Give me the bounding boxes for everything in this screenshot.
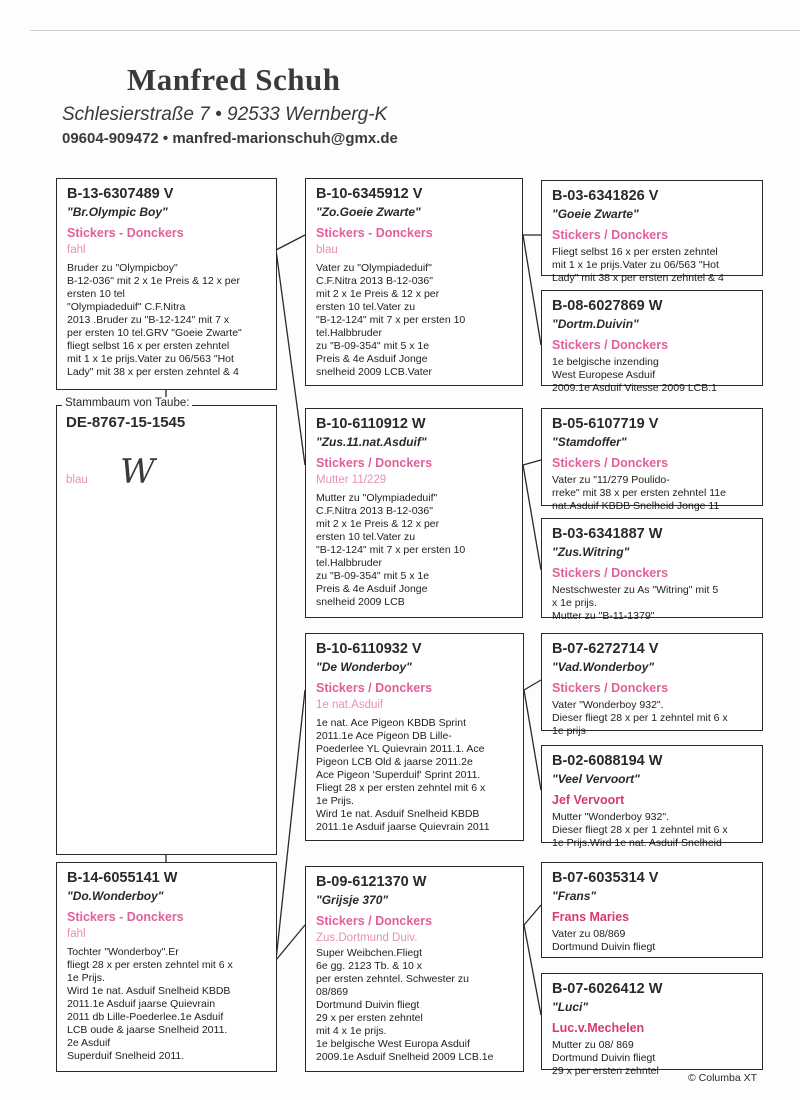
great-grandparent-card-mmf[interactable] — [541, 862, 763, 958]
ring-number: B-02-6088194 W — [552, 753, 663, 769]
color: blau — [316, 244, 338, 256]
ring-number: B-07-6035314 V — [552, 870, 659, 886]
breeder: Stickers - Donckers — [67, 226, 184, 240]
description: Vater "Wonderboy 932". Dieser fliegt 28 x per 1 zehntel mit 6 x 1e prijs — [552, 699, 728, 737]
pigeon-name: "Dortm.Duivin" — [552, 317, 639, 331]
description: Bruder zu "Olympicboy" B-12-036" mit 2 x 1e Preis & 12 x per ersten 10 tel "Olympiadeduif" C.F.Nitra 2013 .Bruder zu "B-12-124" mit 7 x per ersten 10 tel.GRV "Goeie Zwarte" fliegt selbst 16 x per ersten zehntel mit 1 x 1e prijs.Vater zu 06/563 "Hot Lady" mit 38 x per ersten zehntel & 4 — [67, 262, 242, 378]
description: Tochter "Wonderboy".Er fliegt 28 x per ersten zehntel mit 6 x 1e Prijs. Wird 1e nat. Asduif Snelheid KBDB 2011.1e Asduif jaarse Quievrain 2011 db Lille-Poederlee.1e Asduif LCB oude & jaarse Snelheid 2011. 2e Asduif Superduif Snelheid 2011. — [67, 946, 233, 1062]
breeder: Stickers / Donckers — [552, 566, 669, 580]
description: 1e belgische inzending West Europese Asduif 2009.1e Asduif Vitesse 2009 LCB.1 — [552, 356, 718, 394]
great-grandparent-card-fmf[interactable] — [541, 408, 763, 512]
ring-number: B-05-6107719 V — [552, 416, 659, 432]
owner-contact: 09604-909472 • manfred-marionschuh@gmx.de — [62, 130, 398, 147]
breeder: Jef Vervoort — [552, 793, 625, 807]
ring-number: B-08-6027869 W — [552, 298, 663, 314]
ring-number: B-14-6055141 W — [67, 870, 178, 886]
breeder: Stickers - Donckers — [67, 910, 184, 924]
subject-ring-number: DE-8767-15-1545 — [66, 414, 186, 431]
description: Nestschwester zu As "Witring" mit 5 x 1e prijs. Mutter zu "B-11-1379" — [552, 584, 719, 622]
description: Vater zu 08/869 Dortmund Duivin fliegt — [552, 928, 656, 953]
pigeon-name: "Luci" — [552, 1000, 589, 1014]
breeder: Stickers / Donckers — [552, 228, 669, 242]
ring-number: B-10-6110912 W — [316, 416, 426, 432]
great-grandparent-card-mfm[interactable] — [541, 745, 763, 849]
ring-number: B-09-6121370 W — [316, 874, 427, 890]
pigeon-name: "Zus.Witring" — [552, 545, 630, 559]
great-grandparent-card-ffm[interactable] — [541, 290, 763, 394]
paternal-grandfather-card[interactable] — [305, 178, 523, 386]
breeder: Stickers / Donckers — [316, 681, 433, 695]
software-credit: © Columba XT — [688, 1072, 758, 1084]
handwritten-sex-mark: W — [120, 452, 155, 492]
pigeon-name: "Grijsje 370" — [316, 893, 389, 907]
pigeon-name: "Frans" — [552, 889, 597, 903]
owner-name: Manfred Schuh — [127, 62, 341, 97]
color: fahl — [67, 928, 86, 940]
pigeon-name: "Vad.Wonderboy" — [552, 660, 655, 674]
color: Mutter 11/229 — [316, 474, 387, 486]
great-grandparent-card-fmm[interactable] — [541, 518, 763, 622]
description: Mutter zu "Olympiadeduif" C.F.Nitra 2013 B-12-036" mit 2 x 1e Preis & 12 x per ersten 10 tel.Vater zu "B-12-124" mit 7 x per ersten 10 tel.Halbbruder zu "B-09-354" mit 5 x 1e Preis & 4e Asduif Jonge snelheid 2009 LCB — [316, 492, 466, 608]
maternal-grandmother-card[interactable] — [305, 866, 524, 1072]
color: Zus.Dortmund Duiv. — [316, 932, 418, 944]
breeder: Stickers / Donckers — [552, 338, 669, 352]
great-grandparent-card-mff[interactable] — [541, 633, 763, 737]
ring-number: B-03-6341826 V — [552, 188, 659, 204]
breeder: Frans Maries — [552, 910, 630, 924]
description: Mutter "Wonderboy 932". Dieser fliegt 28 x per 1 zehntel mit 6 x 1e Prijs.Wird 1e nat. Asduif Snelheid — [552, 811, 728, 849]
pigeon-name: "Br.Olympic Boy" — [67, 205, 168, 219]
description: Vater zu "11/279 Poulido- rreke" mit 38 x per ersten zehntel 11e nat.Asduif KBDB Snelheid Jonge 11 — [552, 474, 726, 512]
breeder: Luc.v.Mechelen — [552, 1021, 645, 1035]
ring-number: B-13-6307489 V — [67, 186, 174, 202]
subject-color: blau — [66, 474, 88, 486]
color: 1e nat.Asduif — [316, 699, 384, 711]
mother-card[interactable] — [56, 862, 277, 1072]
description: Vater zu "Olympiadeduif" C.F.Nitra 2013 B-12-036" mit 2 x 1e Preis & 12 x per ersten 10 tel.Vater zu "B-12-124" mit 7 x per ersten 10 tel.Halbbruder zu "B-09-354" mit 5 x 1e Preis & 4e Asduif Jonge snelheid 2009 LCB.Vater — [316, 262, 466, 378]
father-card[interactable] — [56, 178, 277, 390]
breeder: Stickers - Donckers — [316, 226, 433, 240]
breeder: Stickers / Donckers — [552, 456, 669, 470]
breeder: Stickers / Donckers — [316, 456, 433, 470]
description: Fliegt selbst 16 x per ersten zehntel mit 1 x 1e prijs.Vater zu 06/563 "Hot Lady" mit 38 x per ersten zehntel & 4 — [552, 246, 724, 284]
breeder: Stickers / Donckers — [316, 914, 433, 928]
color: fahl — [67, 244, 86, 256]
ring-number: B-10-6110932 V — [316, 641, 422, 657]
pigeon-name: "De Wonderboy" — [316, 660, 412, 674]
ring-number: B-03-6341887 W — [552, 526, 663, 542]
description: Super Weibchen.Fliegt 6e gg. 2123 Tb. & 10 x per ersten zehntel. Schwester zu 08/869 Dortmund Duivin fliegt 29 x per ersten zehntel mit 4 x 1e prijs. 1e belgische West Europa Asduif 2009.1e Asduif Snelheid 2009 LCB.1e — [316, 947, 494, 1063]
ring-number: B-10-6345912 V — [316, 186, 423, 202]
description: Mutter zu 08/ 869 Dortmund Duivin fliegt 29 x per ersten zehntel — [552, 1039, 659, 1077]
owner-address: Schlesierstraße 7 • 92533 Wernberg-K — [62, 104, 388, 125]
great-grandparent-card-fff[interactable] — [541, 180, 763, 284]
pigeon-name: "Zus.11.nat.Asduif" — [316, 435, 427, 449]
ring-number: B-07-6272714 V — [552, 641, 659, 657]
subject-card[interactable] — [56, 405, 277, 855]
stammbaum-label: Stammbaum von Taube: — [62, 397, 192, 409]
pigeon-name: "Stamdoffer" — [552, 435, 627, 449]
maternal-grandfather-card[interactable] — [305, 633, 524, 841]
ring-number: B-07-6026412 W — [552, 981, 663, 997]
pigeon-name: "Do.Wonderboy" — [67, 889, 164, 903]
description: 1e nat. Ace Pigeon KBDB Sprint 2011.1e Ace Pigeon DB Lille- Poederlee YL Quievrain 2011.1. Ace Pigeon LCB Old & jaarse 2011.2e Ace Pigeon 'Superduif' Sprint 2011. Fliegt 28 x per ersten zehntel mit 6 x 1e Prijs. Wird 1e nat. Asduif Snelheid KBDB 2011.1e Asduif jaarse Quievrain 2011 — [316, 717, 490, 833]
pigeon-name: "Goeie Zwarte" — [552, 207, 639, 221]
breeder: Stickers / Donckers — [552, 681, 669, 695]
pigeon-name: "Veel Vervoort" — [552, 772, 640, 786]
paternal-grandmother-card[interactable] — [305, 408, 523, 618]
pigeon-name: "Zo.Goeie Zwarte" — [316, 205, 421, 219]
great-grandparent-card-mmm[interactable] — [541, 973, 763, 1077]
